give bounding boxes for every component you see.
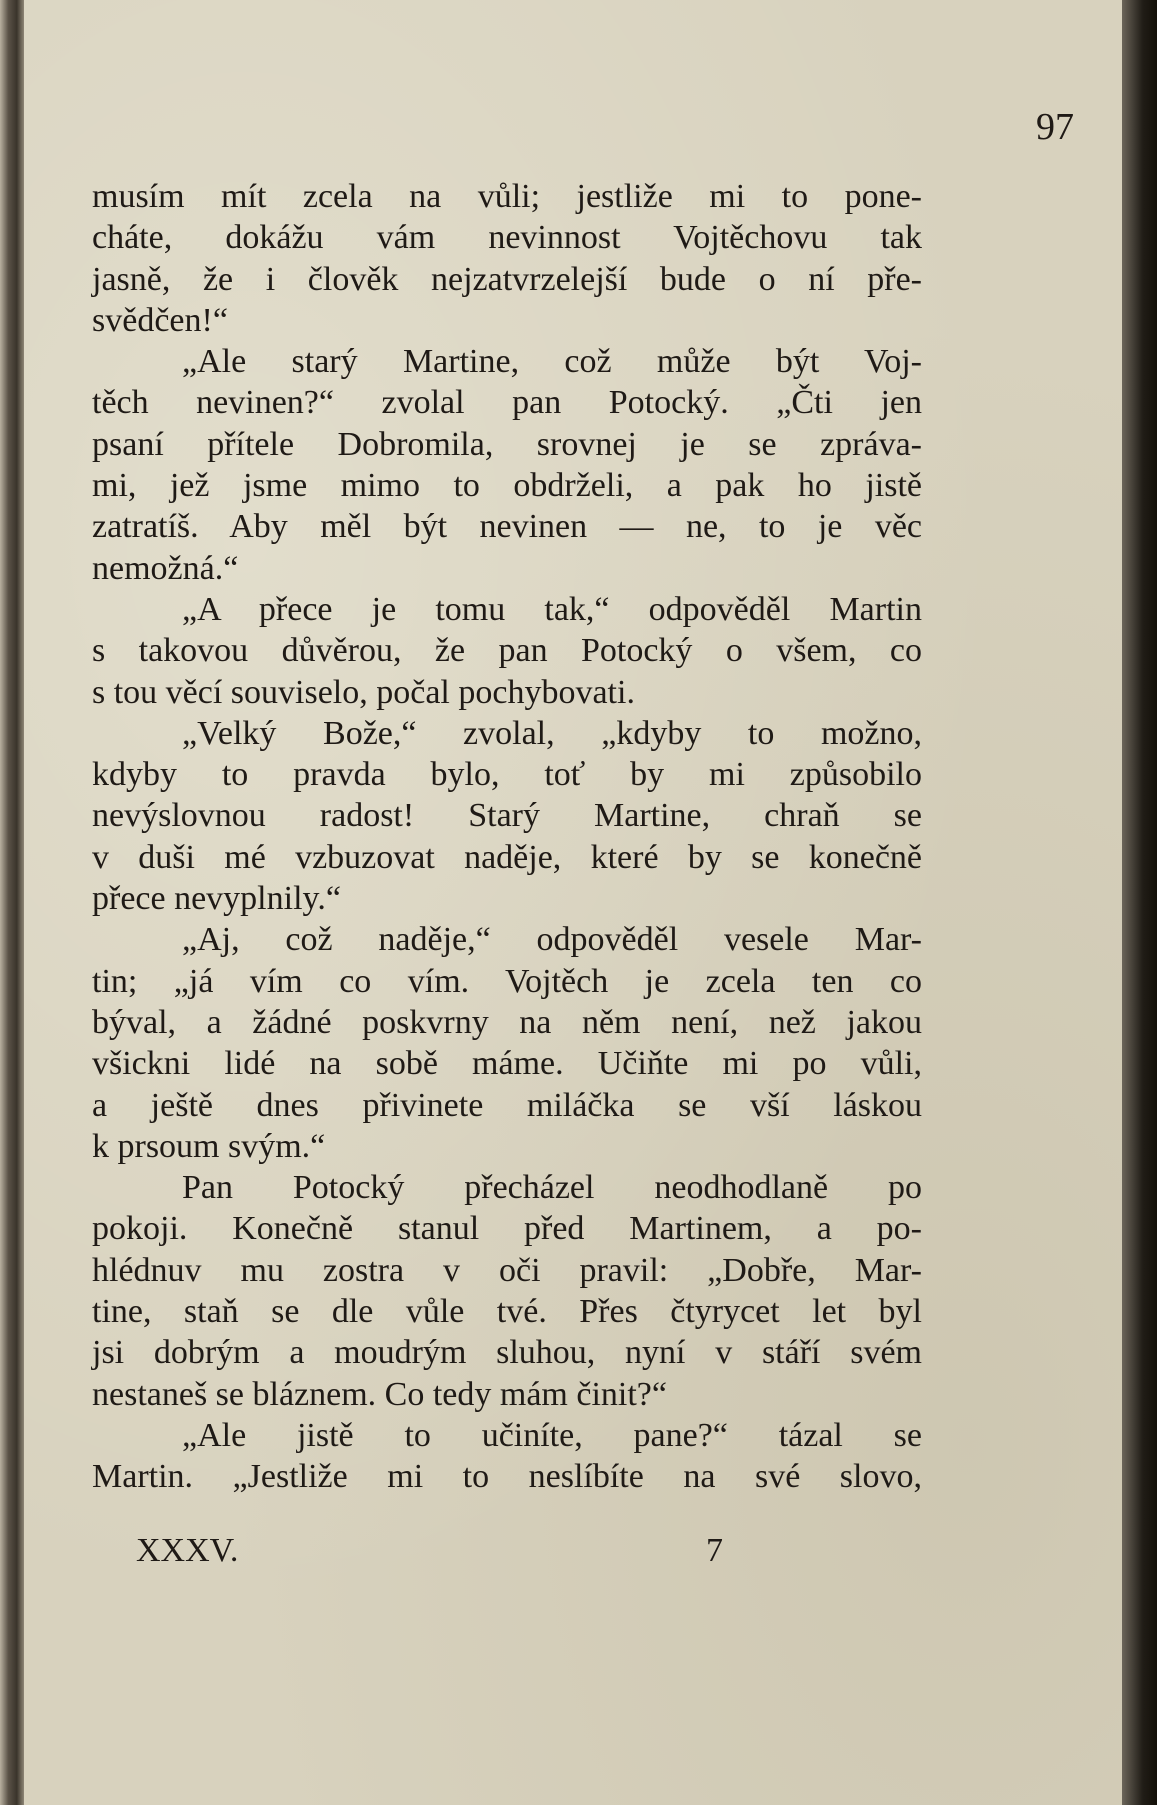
signature-mark: XXXV. [136, 1532, 239, 1569]
text-line: Pan Potocký přecházel neodhodlaně po [182, 1169, 922, 1207]
text-line: s tou věcí souviselo, počal pochybovati. [92, 673, 635, 711]
body-text [92, 176, 922, 1498]
text-line: „Ale jistě to učiníte, pane?“ tázal se [182, 1416, 922, 1454]
text-line: nemožná.“ [92, 549, 239, 587]
text-line: svědčen!“ [92, 301, 228, 339]
text-line: jasně, že i člověk nejzatvrzelejší bude o ní pře- [92, 260, 922, 298]
text-line: přece nevyplnily.“ [92, 880, 341, 918]
text-line: „A přece je tomu tak,“ odpověděl Martin [182, 590, 922, 628]
text-line: býval, a žádné poskvrny na něm není, než jakou [92, 1003, 922, 1041]
text-line: „Velký Bože,“ zvolal, „kdyby to možno, [182, 714, 922, 752]
text-line: musím mít zcela na vůli; jestliže mi to pone- [92, 178, 922, 215]
page-right-edge [1122, 0, 1157, 1805]
text-line: kdyby to pravda bylo, toť by mi způsobilo [92, 756, 922, 794]
text-line: „Ale starý Martine, což může být Voj- [182, 343, 922, 381]
text-line: hlédnuv mu zostra v oči pravil: „Dobře, Mar- [92, 1251, 922, 1289]
text-line: pokoji. Konečně stanul před Martinem, a po- [92, 1210, 922, 1248]
text-line: nevýslovnou radost! Starý Martine, chraň se [92, 797, 922, 835]
text-line: psaní přítele Dobromila, srovnej je se zpráva- [92, 425, 922, 463]
text-line: a ještě dnes přivinete miláčka se vší láskou [92, 1086, 922, 1124]
text-line: Martin. „Jestliže mi to neslíbíte na své slovo, [92, 1458, 922, 1496]
text-line: všickni lidé na sobě máme. Učiňte mi po vůli, [92, 1045, 922, 1083]
text-line: zatratíš. Aby měl být nevinen — ne, to je věc [92, 508, 922, 546]
text-line: jsi dobrým a moudrým sluhou, nyní v stáří svém [92, 1334, 922, 1372]
book-binding-edge [0, 0, 24, 1805]
sheet-number: 7 [706, 1532, 723, 1569]
page-number: 97 [1036, 106, 1074, 148]
text-line: těch nevinen?“ zvolal pan Potocký. „Čti jen [92, 384, 922, 422]
text-line: cháte, dokážu vám nevinnost Vojtěchovu tak [92, 219, 922, 257]
text-line: „Aj, což naděje,“ odpověděl vesele Mar- [182, 921, 922, 959]
text-line: v duši mé vzbuzovat naděje, které by se konečně [92, 838, 922, 876]
text-line: k prsoum svým.“ [92, 1127, 326, 1165]
text-line: tin; „já vím co vím. Vojtěch je zcela ten co [92, 962, 922, 1000]
text-line: s takovou důvěrou, že pan Potocký o všem, co [92, 632, 922, 670]
text-line: tine, staň se dle vůle tvé. Přes čtyrycet let byl [92, 1293, 922, 1331]
page-footer [136, 1532, 856, 1576]
text-line: nestaneš se bláznem. Co tedy mám činit?“ [92, 1375, 667, 1413]
text-line: mi, jež jsme mimo to obdrželi, a pak ho jistě [92, 467, 922, 505]
